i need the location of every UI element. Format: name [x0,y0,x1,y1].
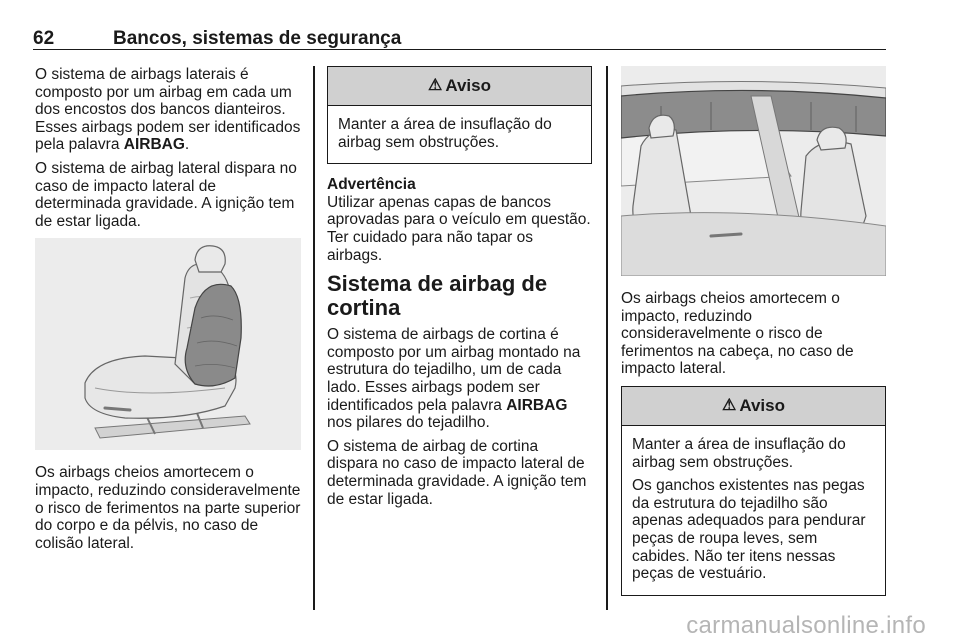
figure-1-caption: Os airbags cheios amortecem o impacto, reduzindo consideravelmente o risco de ferimentos na parte superior do corpo e da pélvis, no caso de colisão lateral. [35,464,301,552]
warning-triangle-icon: ⚠ [721,397,737,415]
warning-box-2-text-1: Manter a área de insuflação do airbag sem obstruções. [632,435,846,471]
warning-box-1 [327,66,592,164]
side-airbag-deployment-text: O sistema de airbag lateral dispara no caso de impacto lateral de determinada gravidade. A ignição tem de estar ligada. [35,159,297,230]
section-heading-curtain-airbag: Sistema de airbag de cortina [327,271,548,321]
warning-triangle-icon: ⚠ [427,77,443,95]
watermark: carmanualsonline.info [686,612,926,639]
column-1 [35,66,301,558]
page-title: Bancos, sistemas de segurança [113,28,402,49]
advertencia-heading: Advertência [327,176,416,194]
side-airbag-description: O sistema de airbags laterais é composto por um airbag em cada um dos encostos dos bancos dianteiros. Esses airbags podem ser identificados pela palavra AIRBAG. [35,66,301,154]
page-header [33,28,886,50]
column-3 [621,66,886,596]
curtain-airbag-illustration [621,66,886,276]
warning-box-2-header [622,387,885,426]
curtain-airbag-description: O sistema de airbags de cortina é composto por um airbag montado na estrutura do tejadilho, um de cada lado. Esses airbags podem ser identificados pela palavra AIRBAG nos pilares do tejadilho. [327,326,581,432]
column-divider-1 [313,66,315,610]
page-number: 62 [33,28,55,49]
warning-box-2-body [622,426,885,595]
warning-box-1-text: Manter a área de insuflação do airbag sem obstruções. [338,116,552,151]
column-divider-2 [606,66,608,610]
curtain-airbag-deployment-text: O sistema de airbag de cortina dispara no caso de impacto lateral de determinada gravidade. A ignição tem de estar ligada. [327,437,587,508]
figure-2-caption: Os airbags cheios amortecem o impacto, reduzindo consideravelmente o risco de ferimentos na cabeça, no caso de impacto lateral. [621,290,854,378]
warning-box-1-title: Aviso [445,76,491,96]
warning-box-2-title: Aviso [739,396,785,416]
warning-box-2-text-2: Os ganchos existentes nas pegas da estrutura do tejadilho são apenas adequados para pendurar peças de roupa leves, sem cabides. Não ter itens nessas peças de vestuário. [632,477,866,583]
column-2 [327,66,592,514]
warning-box-2 [621,386,886,596]
seat-side-airbag-illustration [35,238,301,450]
advertencia-text: Utilizar apenas capas de bancos aprovadas para o veículo em questão. Ter cuidado para não tapar os airbags. [327,193,591,264]
warning-box-1-body [328,106,591,163]
warning-box-1-header [328,67,591,106]
